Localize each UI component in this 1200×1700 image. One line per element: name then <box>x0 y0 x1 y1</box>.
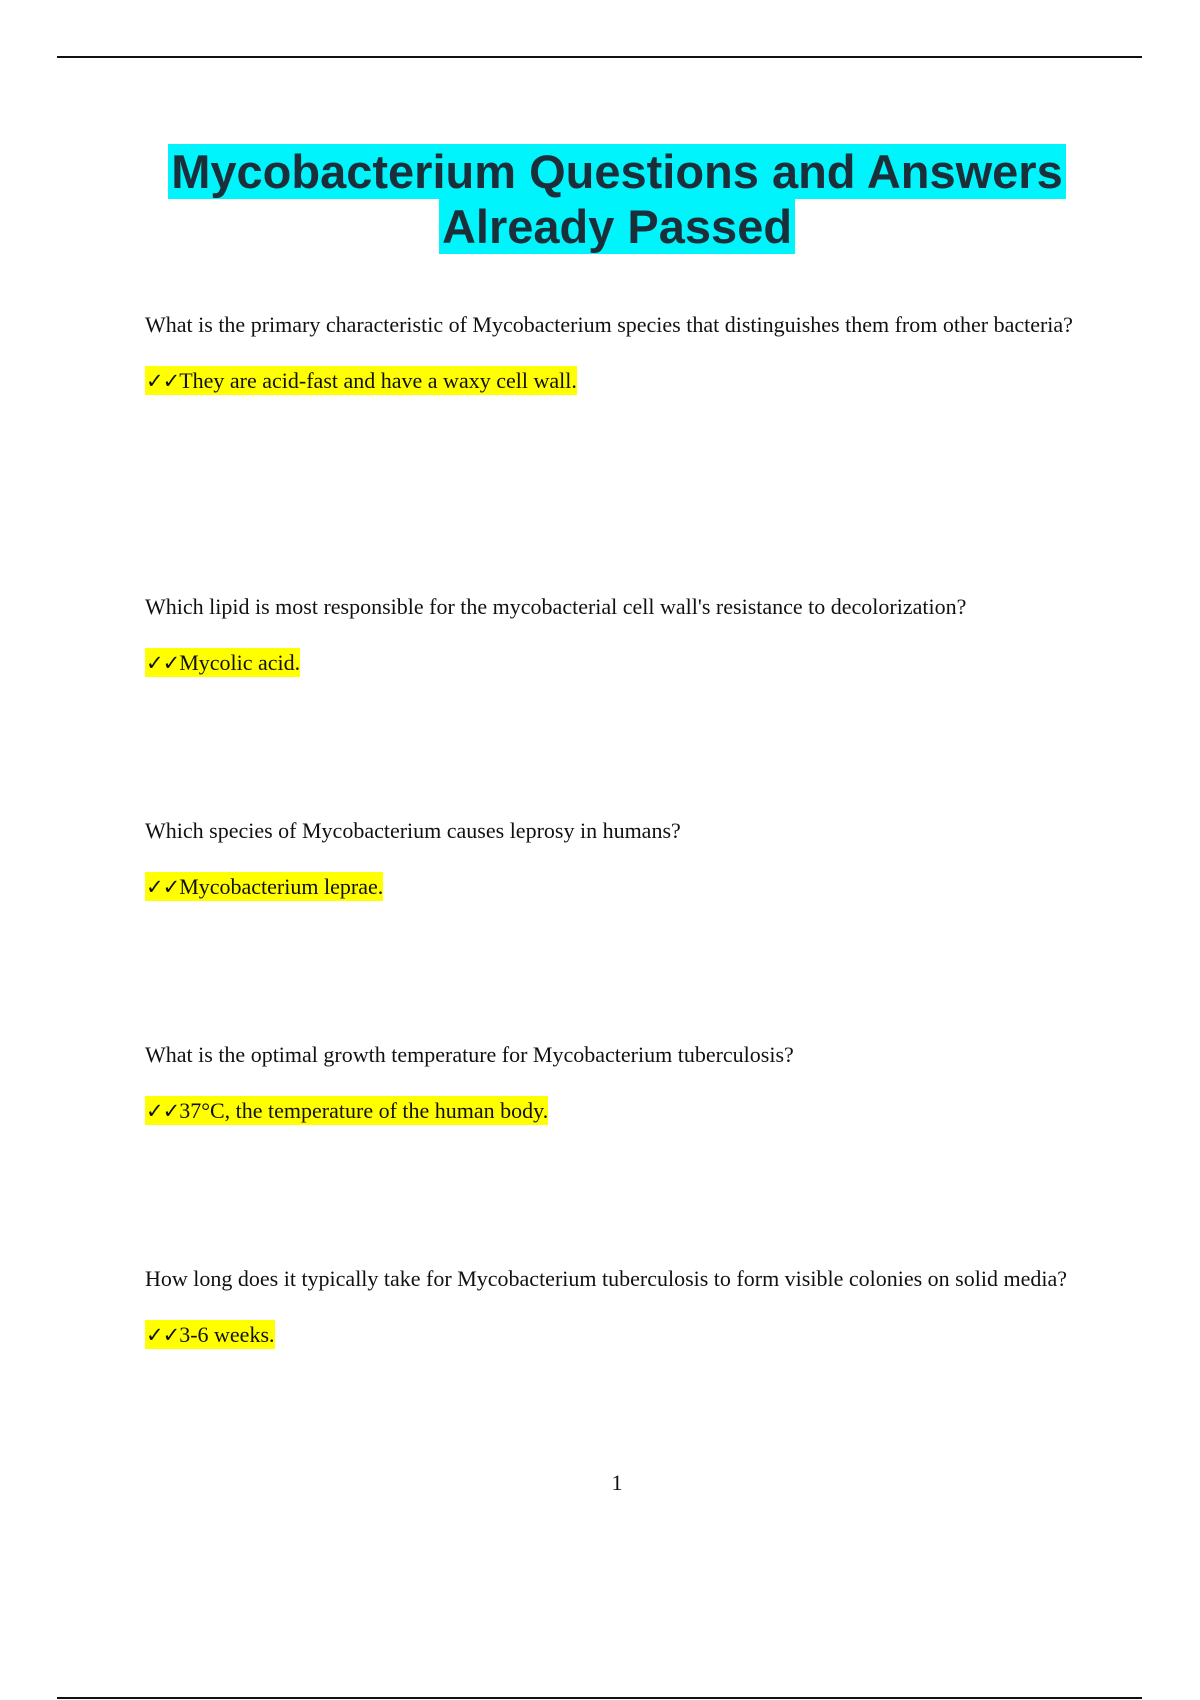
top-rule <box>57 56 1142 58</box>
title-line-1: Mycobacterium Questions and Answers <box>168 144 1066 199</box>
question-text: Which species of Mycobacterium causes leprosy in humans? <box>145 818 681 843</box>
check-icon: ✓✓ <box>146 875 180 899</box>
check-icon: ✓✓ <box>146 369 180 393</box>
check-icon: ✓✓ <box>146 1323 180 1347</box>
answer-text <box>145 367 1085 395</box>
question-text: How long does it typically take for Mycobacterium tuberculosis to form visible colonies on solid media? <box>145 1266 1067 1291</box>
page-title <box>0 144 1200 254</box>
question-text: What is the primary characteristic of Mycobacterium species that distinguishes them from other bacteria? <box>145 312 1073 337</box>
qa-item-4 <box>145 1027 1085 1125</box>
question-text: What is the optimal growth temperature for Mycobacterium tuberculosis? <box>145 1042 794 1067</box>
check-icon: ✓✓ <box>146 1099 180 1123</box>
answer-text <box>145 649 1085 677</box>
question-text: Which lipid is most responsible for the mycobacterial cell wall's resistance to decolorization? <box>145 594 967 619</box>
check-icon: ✓✓ <box>146 651 180 675</box>
bottom-rule <box>57 1697 1142 1699</box>
answer-label: They are acid-fast and have a waxy cell wall. <box>179 368 577 393</box>
answer-label: Mycobacterium leprae. <box>179 874 384 899</box>
answer-label: 3-6 weeks. <box>179 1322 275 1347</box>
answer-label: 37°C, the temperature of the human body. <box>179 1098 549 1123</box>
page-number: 1 <box>611 1470 623 1495</box>
qa-item-2 <box>145 579 1085 677</box>
qa-item-1 <box>145 297 1085 395</box>
qa-item-3 <box>145 803 1085 901</box>
answer-label: Mycolic acid. <box>179 650 301 675</box>
title-line-2: Already Passed <box>439 199 795 254</box>
answer-text <box>145 1321 1085 1349</box>
qa-item-5 <box>145 1251 1085 1349</box>
answer-text <box>145 1097 1085 1125</box>
answer-text <box>145 873 1085 901</box>
